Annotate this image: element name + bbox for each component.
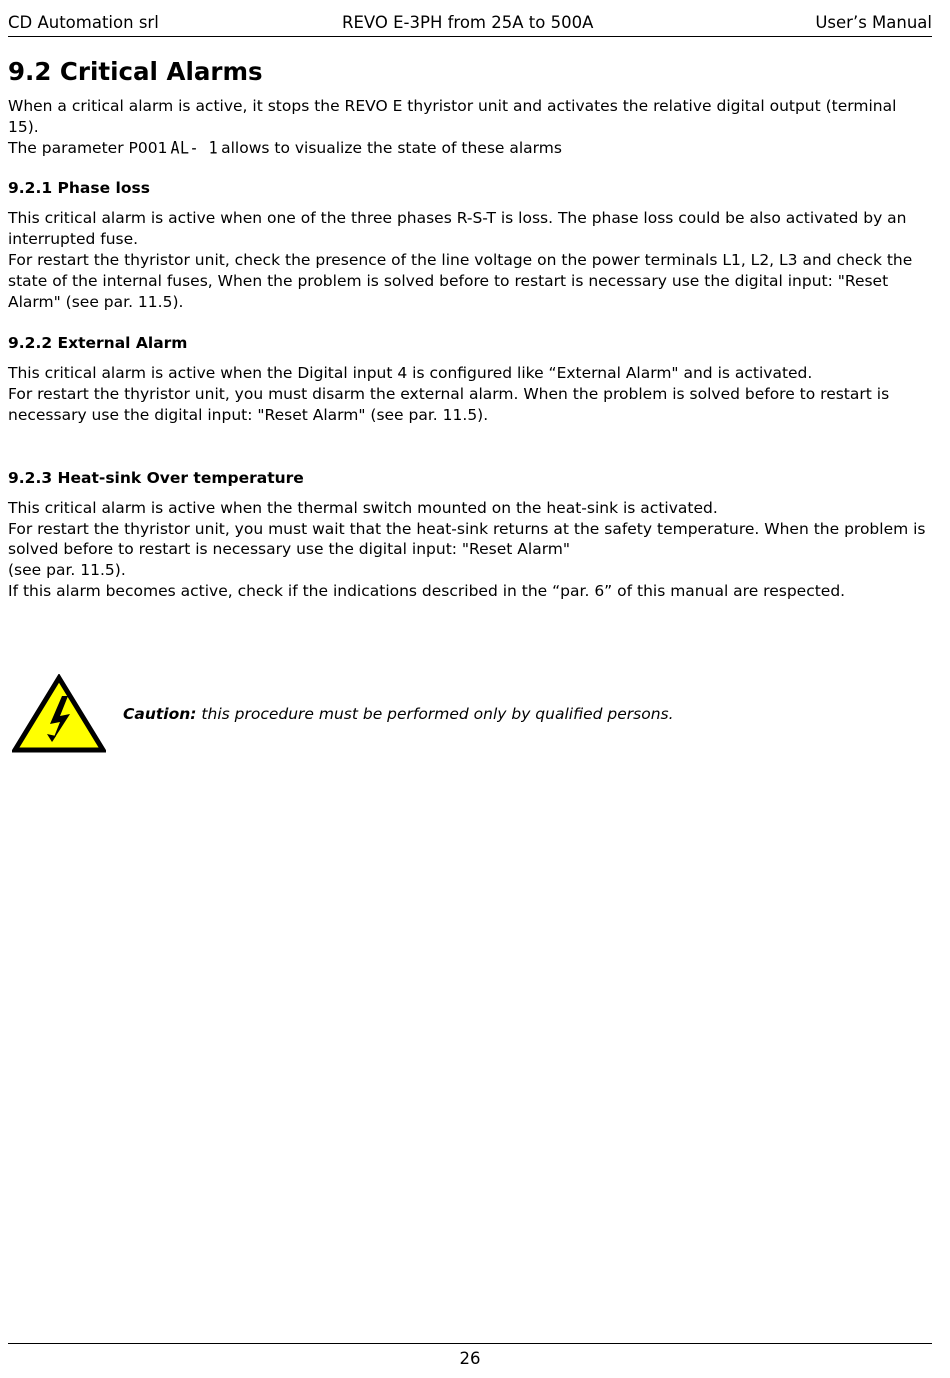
paragraph-line: For restart the thyristor unit, you must wait that the heat-sink returns at the safety temperature. When the problem is solved before to restart is necessary use the digital input: "Reset Alarm" [8,519,926,559]
page-content [8,56,932,602]
paragraph-line: For restart the thyristor unit, check the presence of the line voltage on the power terminals L1, L2, L3 and check the state of the internal fuses, When the problem is solved before to restart is necessary use the digital input: "Reset Alarm" (see par. 11.5). [8,250,913,311]
page-number: 26 [459,1349,481,1368]
page-header [8,12,932,37]
header-company: CD Automation srl [8,13,159,32]
intro-line-2-before: The parameter P001 [8,138,168,157]
caution-message: this procedure must be performed only by qualified persons. [201,705,674,723]
subsection-heat-sink-over-temperature [8,468,932,602]
paragraph-line: This critical alarm is active when the thermal switch mounted on the heat-sink is activated. [8,498,718,517]
header-doc-type: User’s Manual [815,13,932,32]
intro-line-2 [8,138,932,159]
caution-label: Caution: [123,705,197,723]
subsection-title: 9.2.1 Phase loss [8,179,150,198]
section-title: 9.2 Critical Alarms [8,57,263,86]
parameter-display-code: AL- 1 [170,137,219,158]
paragraph-line: This critical alarm is active when the Digital input 4 is configured like “External Alarm" and is activated. [8,364,813,383]
subsection-title: 9.2.3 Heat-sink Over temperature [8,468,304,487]
header-product: REVO E-3PH from 25A to 500A [342,13,594,32]
section-intro [8,96,932,158]
high-voltage-warning-icon [12,674,106,754]
paragraph-line: This critical alarm is active when one of the three phases R-S-T is loss. The phase loss could be also activated by an interrupted fuse. [8,209,907,249]
paragraph-line: (see par. 11.5). [8,561,126,580]
paragraph-line: For restart the thyristor unit, you must disarm the external alarm. When the problem is solved before to restart is necessary use the digital input: "Reset Alarm" (see par. 11.5). [8,385,890,424]
caution-notice [12,674,912,754]
caution-text [123,704,674,724]
subsection-external-alarm [8,333,932,425]
intro-line-2-after: allows to visualize the state of these alarms [221,138,562,157]
subsection-phase-loss [8,178,932,312]
intro-line-1: When a critical alarm is active, it stops the REVO E thyristor unit and activates the relative digital output (terminal 15). [8,97,897,136]
paragraph-line: If this alarm becomes active, check if the indications described in the “par. 6” of this manual are respected. [8,581,846,600]
page-footer [8,1343,932,1368]
subsection-title: 9.2.2 External Alarm [8,334,188,353]
